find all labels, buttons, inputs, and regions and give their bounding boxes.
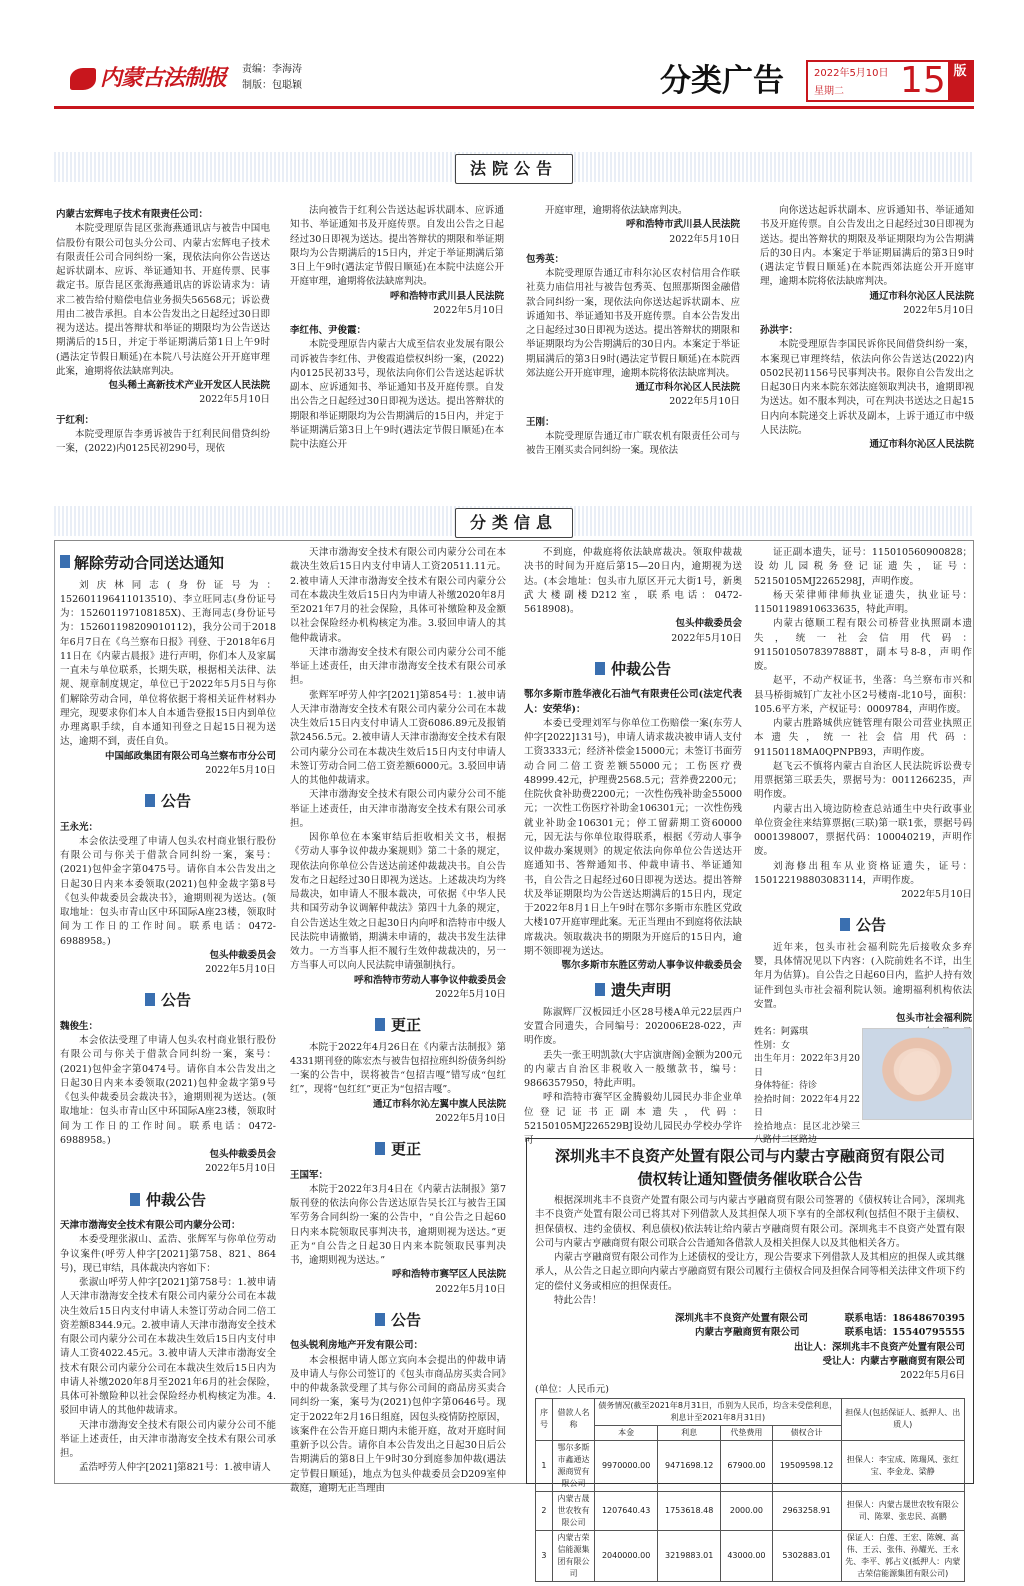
table-header: 担保人(包括保证人、抵押人、出质人)	[841, 1398, 965, 1440]
table-cell: 担保人：内蒙古晟世农牧有限公司、陈翠、张忠民、高鹏	[841, 1491, 965, 1530]
notice-date: 2022年5月10日	[205, 1163, 276, 1175]
issuer: 包头仲裁委员会	[209, 1149, 276, 1160]
table-cell: 1	[536, 1440, 553, 1491]
notice-paragraph: 本院受理原告昆区张海燕通讯店与被告中国电信股份有限公司包头分公司、内蒙古宏辉电子技术有限责任公司合同纠纷一案，现依法向你公告送达起诉状副本、应诉、举证通知书、开庭传票、民事裁定书。原告昆区张海燕通讯店的诉讼请求为：请求二被告给付赔偿电信业务损失56568元；诉讼费用由二被告承担。自本公告发出之日起经过30日即视为送达。提出答辩状和举证的期限均为公告送达期满后的15日，并定于举证期满后第1日上午9时(遇法定节假日顺延)在本院八号法庭公开开庭审理此案，逾期将依法缺席判决。	[56, 223, 270, 377]
table-header: 借款人名称	[552, 1398, 594, 1440]
notice-paragraph: 张淑山呼劳人仲字[2021]第758号：1.被申请人天津市渤海安全技术有限公司内蒙分公司在本裁决生效后15日内支付申请人未签订劳动合同二倍工资差额8344.9元。2.被申请人天津市渤海安全技术有限公司内蒙分公司在本裁决生效后15日内支付申请人工资4022.45元。3.被申请人天津市渤海安全技术有限公司内蒙分公司在本裁决生效后15日内为申请人补缴2020年8月至2021年6月的社会保险，具体可补缴险种以社会保险经办机构核定为准。4.驳回申请人的其他仲裁请求。	[60, 1277, 276, 1417]
addressee: 王永光：	[60, 821, 99, 833]
debt-transfer-notice	[526, 1138, 974, 1578]
notice-date: 2022年5月10日	[433, 304, 504, 316]
debt-table	[535, 1398, 965, 1582]
classified-column-3	[524, 546, 742, 1146]
notice-paragraph: 杨天荣律师律师执业证遗失，执业证号：11501198910633635，特此声明。	[754, 589, 972, 615]
signer-1: 深圳兆丰不良资产处置有限公司	[675, 1313, 809, 1324]
notice-paragraph: 赵平，不动产权证书，坐落：乌兰察布市兴和县马桥街城钉广友社小区2号楼南-北10号，面积：105.6平方米，产权证号：0009784，声明作废。	[754, 675, 972, 715]
table-subheader: 代垫费用	[721, 1425, 772, 1440]
notice-paragraph: 近年来，包头市社会福利院先后接收众多弃婴，具体情况见以下内容：(入院前姓名不详，出生年月为估算)。自公告之日起60日内，监护人持有效证件到包头市社会福利院认领。逾期福利机构依法安置。	[754, 941, 972, 1010]
court-column-3	[526, 204, 740, 482]
notice-date: 2022年5月10日	[901, 889, 972, 900]
editor-line: 责编：李海涛	[242, 64, 302, 75]
table-cell: 保证人：白莲、王宏、陈婉、高伟、王云、张伟、孙耀光、王永先、李平、郭占义(抵押人：内蒙古荣信能源集团有限公司)	[841, 1530, 965, 1581]
transferor: 出让人：深圳兆丰不良资产处置有限公司	[793, 1341, 965, 1353]
child-health: 身体特征：待诊	[754, 1081, 818, 1091]
table-cell: 2	[536, 1491, 553, 1530]
header-rule	[54, 106, 974, 109]
notice-date: 2022年5月10日	[669, 233, 740, 245]
notice-paragraph: 刘庆林同志(身份证号为：152601196411013510)、李立旺同志(身份证号为：152601197108185X)、王海同志(身份证号为：152601198209010112)，我分公司于2018年6月7日在《乌兰察布日报》刊登、于2018年6月11日在《内蒙古晨报》进行声明，你们本人及家属一直未与单位联系，长期失联，根据相关法律、法规、规章制度规定，单位已于2022年5月5日与你们解除劳动合同，单位将依据于将相关证件材料办理完，现要求你们本人自本通告登报15日内到单位办理离职手续，自本通知刊登之日起15日视为送达，逾期不到，责任自负。	[60, 579, 276, 748]
table-cell: 43000.00	[721, 1530, 772, 1581]
notice-para-2: 内蒙古亨融商贸有限公司作为上述债权的受让方，现公告要求下列借款人及其相应的担保人或其继承人，从公告之日起立即向内蒙古亨融商贸有限公司履行主债权合同及担保合同等相关法律文件项下约定的偿付义务或相应的担保责任。	[535, 1252, 965, 1292]
addressee: 内蒙古宏辉电子技术有限责任公司：	[56, 209, 209, 220]
notice-heading: 公告	[290, 1303, 506, 1336]
table-cell: 1753618.48	[658, 1491, 721, 1530]
addressee: 魏俊生：	[60, 1020, 99, 1032]
notice-paragraph: 证正副本遗失，证号：115010560900828；设幼儿园税务登记证遗失，证号：52150105MJ2265298J，声明作废。	[754, 547, 972, 587]
issuer: 鄂尔多斯市东胜区劳动人事争议仲裁委员会	[561, 960, 742, 971]
notice-date: 2022年5月10日	[199, 394, 270, 406]
issuer: 包头市社会福利院	[895, 1013, 972, 1024]
court-banner	[54, 152, 974, 182]
notice-paragraph: 内蒙古德顺工程有限公司桥营业执照副本遗失，统一社会信用代码：91150105078397888T，副本号8-8，声明作废。	[754, 618, 972, 672]
child-pickup-date: 捡拾时间：2022年4月22日	[754, 1094, 860, 1118]
table-subheader: 本金	[595, 1425, 658, 1440]
table-row	[536, 1491, 965, 1530]
addressee: 王国军：	[290, 1169, 329, 1181]
transferee: 受让人：内蒙古亨融商贸有限公司	[822, 1355, 965, 1367]
table-cell: 1207640.43	[595, 1491, 658, 1530]
notice-paragraph: 陈淑辉厂汉板园迁小区28号楼A单元22层西户安置合同遗失，合同编号：202006E28-022，声明作废。	[524, 1006, 742, 1047]
issuer: 通辽市科尔沁区人民法院	[869, 439, 974, 450]
issue-date: 2022年5月10日	[814, 68, 889, 79]
child-face	[899, 1051, 937, 1095]
notice-paragraph: 开庭审理，逾期将依法缺席判决。	[545, 205, 688, 216]
date-box	[806, 60, 974, 102]
notice-date: 2022年5月10日	[671, 632, 742, 644]
court-column-2	[290, 204, 504, 482]
child-birth: 出生年月：2022年3月20日	[754, 1054, 860, 1078]
court-banner-label: 法院公告	[455, 154, 573, 184]
issuer: 通辽市科尔沁左翼中旗人民法院	[372, 1098, 506, 1110]
notice-para-3: 特此公告！	[554, 1294, 602, 1306]
notice-heading: 仲裁公告	[524, 652, 742, 685]
classified-banner-label: 分类信息	[455, 508, 573, 538]
table-cell: 鄂尔多斯市鑫通达源商贸有限公司	[552, 1440, 594, 1491]
child-sex: 性别：女	[754, 1040, 791, 1051]
table-subheader: 债权合计	[772, 1425, 841, 1440]
classified-column-1	[60, 546, 276, 1482]
section-heading: 解除劳动合同送达通知	[60, 546, 276, 579]
issuer: 通辽市科尔沁区人民法院	[635, 382, 740, 393]
table-cell: 内蒙古晟世农牧有限公司	[552, 1491, 594, 1530]
table-cell: 9471698.12	[658, 1440, 721, 1491]
table-cell: 9970000.00	[595, 1440, 658, 1491]
page-number: 15	[900, 60, 946, 101]
addressee: 天津市渤海安全技术有限公司内蒙分公司：	[60, 1220, 241, 1231]
issuer: 呼和浩特市武川县人民法院	[389, 290, 504, 302]
editor-credits	[242, 62, 302, 94]
notice-date: 2022年5月10日	[903, 304, 974, 316]
table-cell: 5302883.01	[772, 1530, 841, 1581]
table-header: 债务情况(截至2021年8月31日，币别为人民币，均含未受偿利息，利息计至2021年8月31日)	[595, 1398, 841, 1425]
court-column-4	[760, 204, 974, 482]
notice-heading: 遗失声明	[524, 973, 742, 1006]
table-row	[536, 1440, 965, 1491]
classified-column-4	[754, 546, 972, 1022]
notice-date: 2022年5月10日	[435, 1283, 506, 1295]
notice-paragraph: 本院受理原告通辽市科尔沁区农村信用合作联社莫力庙信用社与被告包秀英、包照那斯图金融借款合同纠纷一案，现依法向你送达起诉状副本、应诉通知书、举证通知书及开庭传票。自本公告发出之日起经过30日即视为送达。提出答辩状的期限和举证期限均为公告期满后的30日内。本案定于举证期届满后的第3日9时(遇法定节假日顺延)在本院西郊法庭公开开庭审理，逾期本院将依法缺席判决。	[526, 268, 740, 379]
addressee: 于红利：	[56, 414, 95, 426]
notice-paragraph: 天津市渤海安全技术有限公司内蒙分公司不能举证上述责任，由天津市渤海安全技术有限公司承担。	[60, 1419, 276, 1459]
notice-date: 2022年5月10日	[669, 396, 740, 408]
notice-date: 2022年5月10日	[205, 964, 276, 975]
child-name: 姓名：阿露琪	[754, 1027, 809, 1037]
table-cell: 2000.00	[721, 1491, 772, 1530]
table-cell: 内蒙古荣信能源集团有限公司	[552, 1530, 594, 1581]
issuer: 通辽市科尔沁区人民法院	[869, 290, 974, 302]
section-title: 分类广告	[660, 63, 784, 99]
notice-paragraph: 孟浩呼劳人仲字[2021]第821号：1.被申请人	[79, 1462, 271, 1474]
signer-row-2	[535, 1326, 965, 1340]
table-header: 序号	[536, 1398, 553, 1440]
table-subheader: 利息	[658, 1425, 721, 1440]
notice-heading: 仲裁公告	[60, 1183, 276, 1216]
notice-heading: 公告	[754, 908, 972, 941]
notice-paragraph: 本院受理原告通辽市广联农机有限责任公司与被告王刚买卖合同纠纷一案。现依法	[526, 430, 740, 456]
addressee: 王刚：	[526, 416, 555, 428]
notice-paragraph: 丢失一张王明凯款(大宇店演唐阁)金额为200元的内蒙古自治区非税收入一般缴款书，编号：9866357950，特此声明。	[524, 1049, 742, 1089]
issuer: 包头仲裁委员会	[209, 949, 276, 961]
signer-2: 内蒙古亨融商贸有限公司	[695, 1327, 800, 1339]
notice-heading: 更正	[290, 1008, 506, 1041]
addressee: 包秀英：	[526, 253, 565, 265]
issuer: 呼和浩特市劳动人事争议仲裁委员会	[353, 974, 506, 986]
page-ban-label: 版	[948, 62, 972, 102]
logo-emblem-icon	[70, 68, 96, 90]
table-row	[536, 1530, 965, 1581]
notice-heading: 公告	[60, 784, 276, 817]
table-cell: 19509598.12	[772, 1440, 841, 1491]
notice-paragraph: 本院受理原告李勇诉被告于红利民间借贷纠纷一案，(2022)内0125民初290号，现依	[56, 428, 270, 454]
signer-2-tel: 联系电话：15540795555	[844, 1327, 965, 1339]
addressee: 鄂尔多斯市胜华液化石油气有限责任公司(法定代表人：安荣华)：	[524, 689, 742, 715]
notice-paragraph: 本委受理张淑山、孟浩、张辉军与你单位劳动争议案件(呼劳人仲字[2021]第758、821、864号)，现已审结，具体裁决内容如下：	[60, 1234, 276, 1274]
notice-paragraph: 天津市渤海安全技术有限公司内蒙分公司不能举证上述责任，由天津市渤海安全技术有限公司承担。	[290, 646, 506, 687]
notice-paragraph: 因你单位在本案审结后拒收相关文书，根据《劳动人事争议仲裁办案规则》第二十条的规定，现依法向你单位公告送达前述仲裁裁决书。自公告发布之日起经过30日即视为送达。上述裁决均为终局裁决，如申请人不服本裁决，可依据《中华人民共和国劳动争议调解仲裁法》第四十九条的规定，自公告送达生效之日起30日内向呼和浩特市中级人民法院申请撤销，期满未申请的，裁决书发生法律效力。一方当事人拒不履行生效仲裁裁决的，另一方当事人可以向人民法院申请强制执行。	[290, 832, 506, 972]
newspaper-logo: 内蒙古法制报	[70, 62, 226, 95]
notice-body	[527, 1190, 973, 1586]
notice-paragraph: 本会依法受理了申请人包头农村商业银行股份有限公司与你关于借款合同纠纷一案，案号：(2021)包仲金字第0474号。请你自本公告发出之日起30日内来本委领取(2021)包仲金裁字第9号《包头仲裁委员会裁决书》，逾期则视为送达。(领取地址：包头市青山区中环国际A座23楼，领取时间为工作日的工作时间。联系电话：0472-6988958。)	[60, 1035, 276, 1146]
notice-heading: 更正	[290, 1132, 506, 1165]
table-cell: 2963258.91	[772, 1491, 841, 1530]
issuer: 呼和浩特市武川县人民法院	[625, 219, 740, 231]
issuer: 包头仲裁委员会	[675, 618, 742, 630]
notice-date: 2022年5月6日	[900, 1370, 965, 1381]
notice-paragraph: 法向被告于红利公告送达起诉状副本、应诉通知书、举证通知书及开庭传票。自发出公告之日起经过30日即视为送达。提出答辩状的期限和举证期限均为公告期满后的15日内，并定于举证期满后第3日上午9时(遇法定节假日顺延)在本院中法庭公开开庭审理，逾期将依法缺席判决。	[290, 205, 504, 288]
table-cell: 67900.00	[721, 1440, 772, 1491]
notice-paragraph: 内蒙古出入境边防检查总站通生中央行政事业单位资金往来结算票据(三联)第一联1张，票据号码0001398007，票据代码：100040219，声明作废。	[754, 803, 972, 858]
table-cell: 担保人：李宝成、陈瑞风、张红宝、李金龙、梁静	[841, 1440, 965, 1491]
notice-paragraph: 本院受理原告李国民诉你民间借贷纠纷一案，本案现已审理终结，依法向你公告送达(2022)内0502民初1156号民事判决书。限你自公告发出之日起30日内来本院东郊法庭领取判决书，逾期即视为送达。如不服本判决，可在判决书送达之日起15日内向本院递交上诉状及副本，上诉于通辽市中级人民法院。	[760, 339, 974, 436]
notice-paragraph: 赵飞云不慎将内蒙古自治区人民法院诉讼费专用票据第三联丢失，票据号为：0011266235，声明作废。	[754, 760, 972, 801]
notice-paragraph: 本委已受理刘军与你单位工伤赔偿一案(东劳人仲字[2022]131号)，申请人请求裁决被申请人支付工资3333元；经济补偿金15000元；未签订书面劳动合同二倍工资差额55000元；工伤医疗费48999.42元，护理费2568.5元；营养费2200元；住院伙食补助费2200元；一次性伤残补助金55000元；一次性工伤医疗补助金106301元；一次性伤残就业补助金106301元；停工留薪期工资60000元，因无法与你单位取得联系，根据《劳动人事争议仲裁办案规则》的规定依法向你单位公告送达开庭通知书、答辩通知书、仲裁申请书、举证通知书，自公告之日起经过60日即视为送达。提出答辩状及举证期限均为公告送达期满后的15日内，现定于2022年8月1日上午9时在鄂尔多斯市东胜区党政大楼107开庭审理此案。无正当理由不到庭将依法缺席裁决。领取裁决书的期限为开庭后的15日内，逾期不领即视为送达。	[524, 717, 742, 957]
masthead	[0, 0, 1024, 118]
signer-row-1	[535, 1312, 965, 1326]
signer-1-tel: 联系电话：18648670395	[844, 1313, 965, 1324]
notice-date: 2022年5月10日	[435, 1112, 506, 1124]
notice-subtitle: 债权转让通知暨债务催收联合公告	[637, 1169, 863, 1188]
addressee: 李红伟、尹俊霞：	[290, 325, 367, 336]
table-cell: 3	[536, 1530, 553, 1581]
producer-line: 制版：包聪颖	[242, 80, 302, 91]
notice-paragraph: 张辉军呼劳人仲字[2021]第854号：1.被申请人天津市渤海安全技术有限公司内蒙分公司在本裁决生效后15日内支付申请人工资6086.89元及报销款2456.5元。2.被申请人天津市渤海安全技术有限公司内蒙分公司在本裁决生效后15日内支付申请人未签订劳动合同二倍工资差额6000元。3.驳回申请人的其他仲裁请求。	[290, 689, 506, 786]
notice-date: 2022年5月10日	[205, 764, 276, 776]
notice-para-1: 根据深圳兆丰不良资产处置有限公司与内蒙古亨融商贸有限公司签署的《债权转让合同》，深圳兆丰不良资产处置有限公司已将其对下列借款人及其担保人项下享有的全部权利(包括但不限于主债权、担保债权、违约金债权、利息债权)依法转让给内蒙古亨融商贸有限公司。深圳兆丰不良资产处置有限公司与内蒙古亨融商贸有限公司联合公告通知各借款人及相关担保人以及其他相关各方。	[535, 1195, 965, 1249]
notice-paragraph: 向你送达起诉状副本、应诉通知书、举证通知书及开庭传票。自公告发出之日起经过30日即视为送达。提出答辩状的期限及举证期限均为公告期满后的30日内。本案定于举证期届满后的第3日9时(遇法定节假日顺延)在本院西郊法庭公开开庭审理，逾期本院将依法缺席判决。	[760, 205, 974, 288]
notice-paragraph: 本院于2022年3月4日在《内蒙古法制报》第7版刊登的依法向你公告送达原告吴长江与被告王国军劳务合同纠纷一案的公告中，“自公告之日起60日内来本院领取民事判决书，逾期则视为送达。”更正为“自公告之日起30日内来本院领取民事判决书，逾期则视为送达。”	[290, 1183, 506, 1266]
notice-paragraph: 呼和浩特市赛罕区金腾毅幼儿园民办非企业单位登记证书正副本遗失，代码：52150105MJ226529BJ设幼儿园民办学校办学许可	[524, 1092, 742, 1146]
notice-title: 深圳兆丰不良资产处置有限公司与内蒙古亨融商贸有限公司	[554, 1147, 945, 1165]
notice-paragraph: 本院于2022年4月26日在《内蒙古法制报》第4331期刊登的陈宏杰与被告包招拉班纠纷债务纠纷一案的公告中，误将被告“包招吉嘎”错写成“包红红”，现将“包红红”更正为“包招吉嘎”。	[290, 1041, 506, 1096]
notice-paragraph: 本会根据申请人郎立宾向本会提出的仲裁申请及申请人与你公司签订的《包头市商品房买卖合同》中的仲裁条款受理了其与你公司间的商品房买卖合同纠纷一案，案号为(2021)包仲字第0646号。现定于2022年2月16日组庭，因包头疫情防控原因，该案件在公告开庭日期内未能开庭，故对开庭时间重新予以公告。请你自本公告发出之日起30日后公告期满后的第8日上午9时30分到庭参加仲裁(遇法定节假日顺延)，地点为包头仲裁委员会D209室仲裁庭，逾期无正当理由	[290, 1354, 506, 1494]
addressee: 孙洪宇：	[760, 325, 799, 336]
notice-paragraph: 不到庭，仲裁庭将依法缺席裁决。领取仲裁裁决书的时间为开庭后第15—20日内，逾期视为送达。(本会地址：包头市九原区开元大街1号，新奥武大楼副楼D212室，联系电话：0472-5618908)。	[524, 547, 742, 615]
issue-weekday: 星期二	[814, 86, 844, 97]
issuer: 包头稀土高新技术产业开发区人民法院	[108, 380, 270, 391]
issuer: 呼和浩特市赛罕区人民法院	[391, 1269, 506, 1281]
notice-paragraph: 本会依法受理了申请人包头农村商业银行股份有限公司与你关于借款合同纠纷一案，案号：(2021)包仲金字第0475号。请你自本公告发出之日起30日内来本委领取(2021)包仲金裁字第8号《包头仲裁委员会裁决书》，逾期则视为送达。(领取地址：包头市青山区中环国际A座23楼，领取时间为工作日的工作时间。联系电话：0472-6988958。)	[60, 835, 276, 947]
addressee: 包头锐利房地产开发有限公司：	[290, 1340, 424, 1352]
unit-label: (单位：人民币元)	[535, 1384, 609, 1396]
classified-column-2	[290, 546, 506, 1494]
classified-banner	[54, 506, 974, 536]
issuer: 中国邮政集团有限公司乌兰察布市分公司	[104, 750, 276, 762]
notice-paragraph: 内蒙古胜路城供应链管理有限公司营业执照正本遗失，统一社会信用代码：91150118MA0QPNPB93，声明作废。	[754, 718, 972, 758]
court-column-1	[56, 204, 270, 482]
notice-paragraph: 刘海修出租车从业资格证遗失，证号：15012219880308311​4，声明作废。	[754, 860, 972, 886]
notice-heading: 公告	[60, 983, 276, 1016]
foundling-info	[754, 1026, 860, 1145]
notice-paragraph: 本院受理原告内蒙古大成至信农业发展有限公司诉被告李红伟、尹俊霞追偿权纠纷一案，(2022)内0125民初33号，现依法向你们公告送达起诉状副本、应诉通知书、举证通知书及开庭传票。自发出公告之日起经过30日即视为送达。提出答辩状的期限和举证期限均为公告期满后的15日内，并定于举证期满后第3日上午9时(遇法定节假日顺延)在本院中法庭公开	[290, 339, 504, 450]
child-photo	[862, 1028, 972, 1120]
table-cell: 3219883.01	[658, 1530, 721, 1581]
child-pickup-place: 捡拾地点：昆区北沙梁三八路付二区路边	[754, 1121, 860, 1145]
notice-paragraph: 天津市渤海安全技术有限公司内蒙分公司不能举证上述责任，由天津市渤海安全技术有限公司承担。	[290, 789, 506, 829]
table-cell: 2040000.00	[595, 1530, 658, 1581]
notice-date: 2022年5月10日	[435, 988, 506, 1000]
notice-paragraph: 天津市渤海安全技术有限公司内蒙分公司在本裁决生效后15日内支付申请人工资20511.11元。2.被申请人天津市渤海安全技术有限公司内蒙分公司在本裁决生效后15日内为申请人补缴2020年8月至2021年7月的社会保险，具体可补缴险种及金额以社会保险经办机构核定为准。3.驳回申请人的其他仲裁请求。	[290, 547, 506, 644]
